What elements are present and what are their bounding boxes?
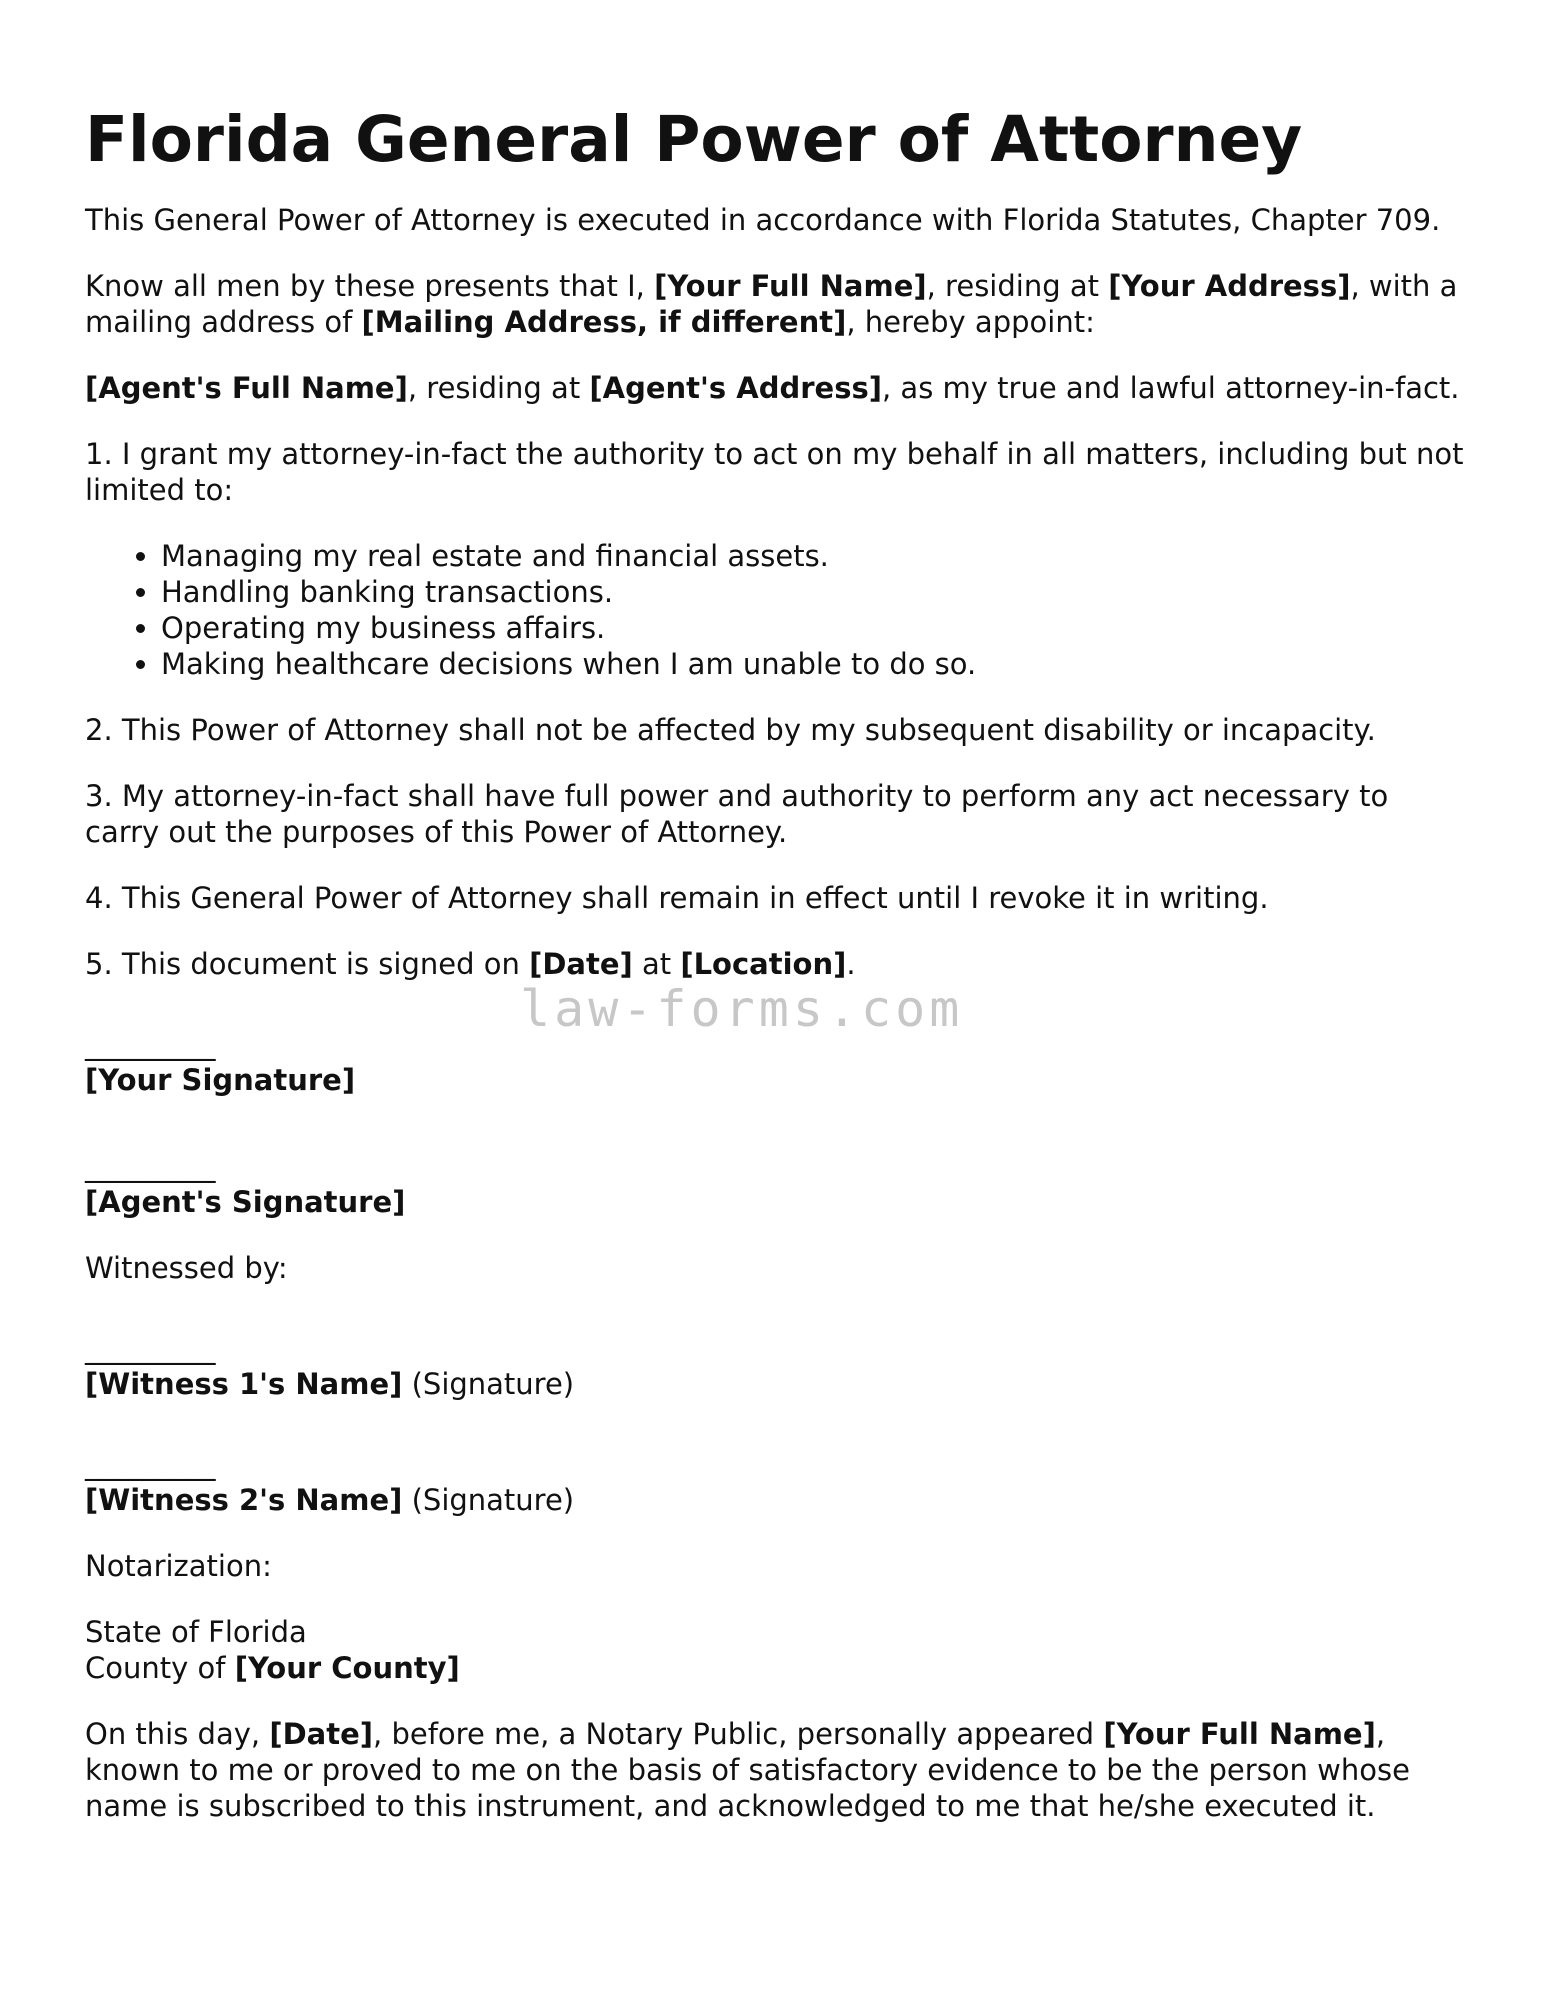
county-placeholder: [Your County] <box>234 1651 460 1685</box>
witness-2-signature-suffix: (Signature) <box>402 1483 575 1517</box>
clause-1: 1. I grant my attorney-in-fact the authority to act on my behalf in all matters, including but not limited to: <box>85 437 1464 507</box>
appointment-text: , hereby appoint: <box>846 305 1095 339</box>
location-placeholder: [Location] <box>680 947 847 981</box>
signature-line: _________ <box>85 1027 216 1061</box>
witness-2-name-placeholder: [Witness 2's Name] <box>85 1483 403 1517</box>
signature-line: _________ <box>85 1447 216 1481</box>
date-placeholder: [Date] <box>529 947 633 981</box>
clause-5 <box>85 946 1465 982</box>
document-page <box>85 100 1465 1854</box>
appointment-text: Know all men by these presents that I, <box>85 269 655 303</box>
agent-text: , as my true and lawful attorney-in-fact. <box>881 371 1460 405</box>
county-prefix: County of <box>85 1651 235 1685</box>
witness-1-name-placeholder: [Witness 1's Name] <box>85 1367 403 1401</box>
agent-paragraph <box>85 370 1465 406</box>
principal-name-placeholder: [Your Full Name] <box>654 269 927 303</box>
watermark: law-forms.com <box>520 980 964 1038</box>
notary-principal-name-placeholder: [Your Full Name] <box>1103 1717 1376 1751</box>
agent-address-placeholder: [Agent's Address] <box>589 371 882 405</box>
mailing-address-placeholder: [Mailing Address, if different] <box>361 305 847 339</box>
principal-address-placeholder: [Your Address] <box>1108 269 1351 303</box>
notary-text: , before me, a Notary Public, personally appeared <box>373 1717 1104 1751</box>
signature-line: _________ <box>85 1331 216 1365</box>
list-item: • Operating my business affairs. <box>161 610 1465 646</box>
venue-block <box>85 1614 1465 1686</box>
appointment-text: , residing at <box>926 269 1109 303</box>
notary-text: , known to me or proved to me on the basis of satisfactory evidence to be the person whose name is subscribed to this instrument, and acknowledged to me that he/she executed it. <box>85 1717 1410 1823</box>
document-title: Florida General Power of Attorney <box>85 103 1303 176</box>
agent-signature-block <box>85 1148 1465 1220</box>
clause-3: 3. My attorney-in-fact shall have full power and authority to perform any act necessary to carry out the purposes of this Power of Attorney. <box>85 779 1389 849</box>
state-line: State of Florida <box>85 1615 307 1649</box>
agent-signature-label: [Agent's Signature] <box>85 1185 406 1219</box>
agent-name-placeholder: [Agent's Full Name] <box>85 371 408 405</box>
witness-2-signature-block <box>85 1446 1465 1518</box>
witness-1-signature-suffix: (Signature) <box>402 1367 575 1401</box>
notarization-label: Notarization: <box>85 1549 272 1583</box>
list-item: • Making healthcare decisions when I am unable to do so. <box>161 646 1465 682</box>
clause-5-text: . <box>846 947 856 981</box>
agent-text: , residing at <box>407 371 590 405</box>
clause-5-text: at <box>632 947 681 981</box>
witnessed-by-label: Witnessed by: <box>85 1251 288 1285</box>
notary-acknowledgment <box>85 1716 1465 1824</box>
notary-text: On this day, <box>85 1717 270 1751</box>
appointment-paragraph <box>85 268 1465 340</box>
notary-date-placeholder: [Date] <box>269 1717 374 1751</box>
appointment-text: , with a mailing address of <box>85 269 1458 339</box>
list-item: • Managing my real estate and financial assets. <box>161 538 1465 574</box>
witness-1-signature-block <box>85 1330 1465 1402</box>
intro-paragraph: This General Power of Attorney is executed in accordance with Florida Statutes, Chapter 709. <box>85 203 1441 237</box>
powers-list <box>85 538 1465 682</box>
clause-5-text: 5. This document is signed on <box>85 947 530 981</box>
principal-signature-label: [Your Signature] <box>85 1063 356 1097</box>
clause-4: 4. This General Power of Attorney shall remain in effect until I revoke it in writing. <box>85 881 1269 915</box>
clause-2: 2. This Power of Attorney shall not be affected by my subsequent disability or incapacity. <box>85 713 1376 747</box>
list-item: • Handling banking transactions. <box>161 574 1465 610</box>
signature-line: _________ <box>85 1149 216 1183</box>
